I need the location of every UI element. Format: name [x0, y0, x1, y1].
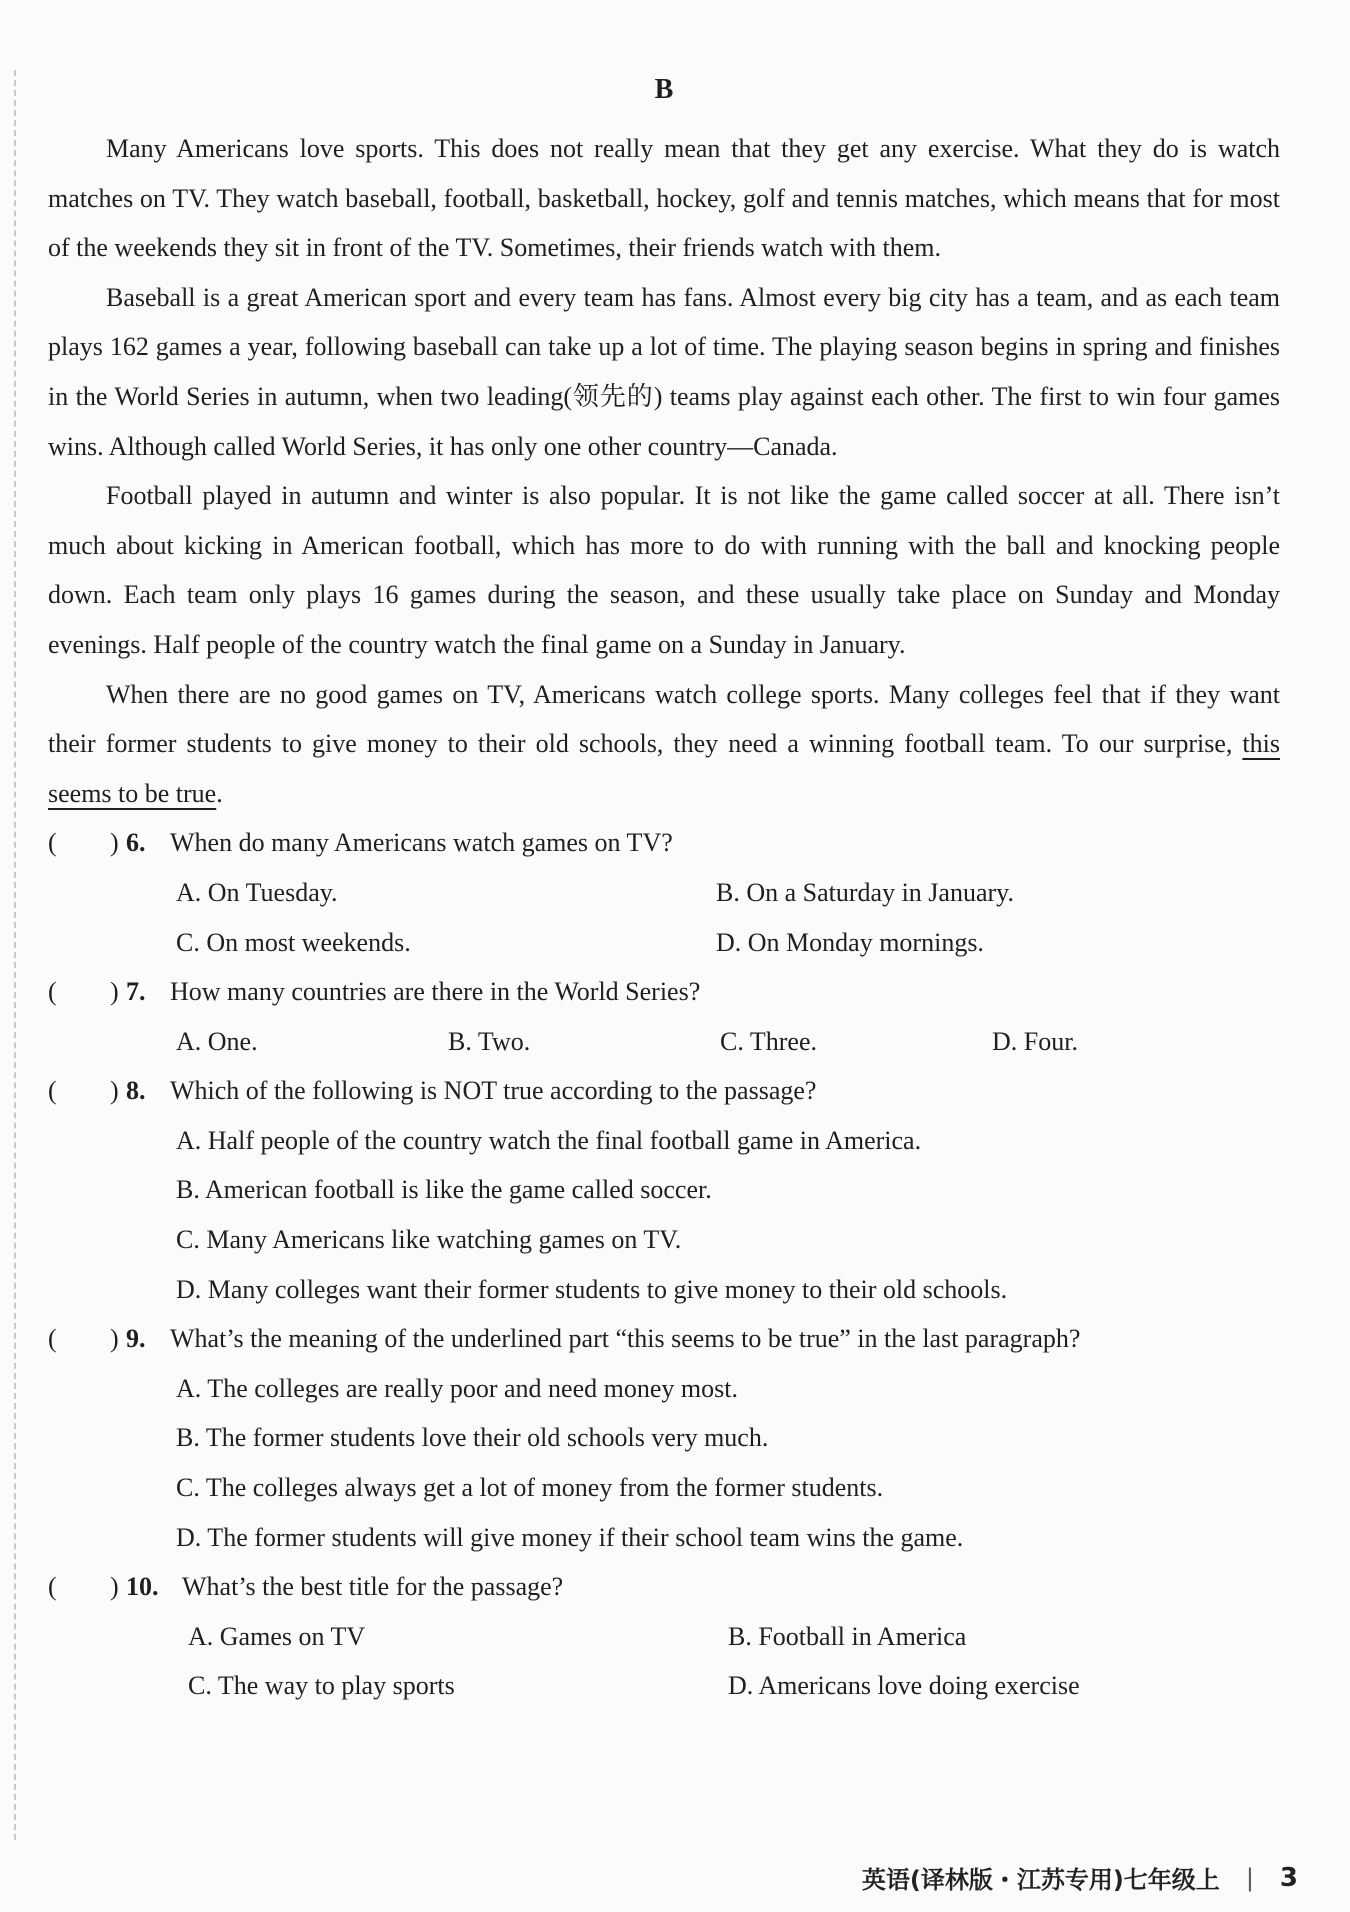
footer-separator: |	[1245, 1863, 1254, 1892]
option-b[interactable]: B. Two.	[448, 1026, 531, 1056]
answer-bracket-open[interactable]: (	[48, 828, 57, 858]
option-c[interactable]: C. Many Americans like watching games on TV.	[176, 1225, 682, 1255]
option-d[interactable]: D. Four.	[992, 1026, 1078, 1056]
answer-bracket-close: )	[110, 1076, 119, 1106]
book-title: 英语(译林版・江苏专用)七年级上	[861, 1866, 1220, 1894]
passage-paragraph-4	[48, 670, 1280, 819]
page-footer	[862, 1860, 1298, 1895]
option-c[interactable]: C. The colleges always get a lot of money from the former students.	[176, 1473, 884, 1503]
option-grid	[48, 1612, 1280, 1711]
question-list	[48, 818, 1280, 1711]
option-b[interactable]: B. American football is like the game called soccer.	[176, 1175, 712, 1205]
question-text: Which of the following is NOT true according to the passage?	[170, 1076, 817, 1106]
answer-bracket-close: )	[110, 1324, 119, 1354]
question-number: 8.	[126, 1076, 146, 1106]
option-a[interactable]: A. On Tuesday.	[176, 877, 338, 907]
answer-bracket-open[interactable]: (	[48, 977, 57, 1007]
passage-paragraph-2: Baseball is a great American sport and every team has fans. Almost every big city has a team, and as each team plays 162 games a year, following baseball can take up a lot of time. The playing season begins in spring and finishes in the World Series in autumn, when two leading(领先的) teams play against each other. The first to win four games wins. Although called World Series, it has only one other country—Canada.	[48, 282, 1280, 461]
option-d[interactable]: D. Many colleges want their former students to give money to their old schools.	[176, 1274, 1008, 1304]
question-number: 7.	[126, 977, 146, 1007]
answer-bracket-close: )	[110, 1572, 119, 1602]
option-a[interactable]: A. Half people of the country watch the final football game in America.	[176, 1125, 922, 1155]
question-text: What’s the best title for the passage?	[182, 1572, 564, 1602]
worksheet-page	[48, 70, 1280, 1711]
question-number: 9.	[126, 1324, 146, 1354]
question-text: What’s the meaning of the underlined part “this seems to be true” in the last paragraph?	[170, 1324, 1081, 1354]
answer-bracket-close: )	[110, 977, 119, 1007]
option-a[interactable]: A. The colleges are really poor and need money most.	[176, 1373, 738, 1403]
option-b[interactable]: B. On a Saturday in January.	[716, 877, 1014, 907]
underlined-phrase: this seems to be true	[48, 729, 1280, 808]
answer-bracket-open[interactable]: (	[48, 1324, 57, 1354]
answer-bracket-close: )	[110, 828, 119, 858]
paragraph-4-end: .	[216, 778, 223, 808]
option-grid	[48, 868, 1280, 967]
question-6	[48, 818, 1280, 967]
option-c[interactable]: C. On most weekends.	[176, 927, 411, 957]
question-number: 10.	[126, 1572, 159, 1602]
binding-margin-line	[14, 70, 16, 1840]
option-d[interactable]: D. The former students will give money if their school team wins the game.	[176, 1522, 964, 1552]
passage-paragraph-1: Many Americans love sports. This does not really mean that they get any exercise. What they do is watch matches on TV. They watch baseball, football, basketball, hockey, golf and tennis matches, which means that for most of the weekends they sit in front of the TV. Sometimes, their friends watch with them.	[48, 134, 1280, 263]
option-list	[48, 1364, 1280, 1562]
option-b[interactable]: B. The former students love their old schools very much.	[176, 1423, 769, 1453]
question-text: How many countries are there in the World Series?	[170, 977, 701, 1007]
question-9	[48, 1314, 1280, 1562]
option-b[interactable]: B. Football in America	[728, 1621, 967, 1651]
option-a[interactable]: A. One.	[176, 1026, 258, 1056]
section-title: B	[654, 74, 674, 105]
option-list	[48, 1116, 1280, 1314]
option-grid	[48, 1017, 1280, 1067]
question-number: 6.	[126, 828, 146, 858]
paragraph-4-text: When there are no good games on TV, Americans watch college sports. Many colleges feel that if they want their former students to give money to their old schools, they need a winning football team. To our surprise,	[48, 679, 1280, 759]
question-7	[48, 967, 1280, 1066]
question-8	[48, 1066, 1280, 1314]
passage-paragraph-3: Football played in autumn and winter is also popular. It is not like the game called soccer at all. There isn’t much about kicking in American football, which has more to do with running with the ball and knocking people down. Each team only plays 16 games during the season, and these usually take place on Sunday and Monday evenings. Half people of the country watch the final game on a Sunday in January.	[48, 481, 1280, 659]
option-a[interactable]: A. Games on TV	[188, 1621, 366, 1651]
option-c[interactable]: C. The way to play sports	[188, 1671, 455, 1701]
option-d[interactable]: D. Americans love doing exercise	[728, 1671, 1080, 1701]
answer-bracket-open[interactable]: (	[48, 1076, 57, 1106]
option-c[interactable]: C. Three.	[720, 1026, 817, 1056]
question-10	[48, 1562, 1280, 1711]
question-text: When do many Americans watch games on TV?	[170, 828, 673, 858]
option-d[interactable]: D. On Monday mornings.	[716, 927, 984, 957]
page-number: 3	[1279, 1862, 1298, 1893]
answer-bracket-open[interactable]: (	[48, 1572, 57, 1602]
